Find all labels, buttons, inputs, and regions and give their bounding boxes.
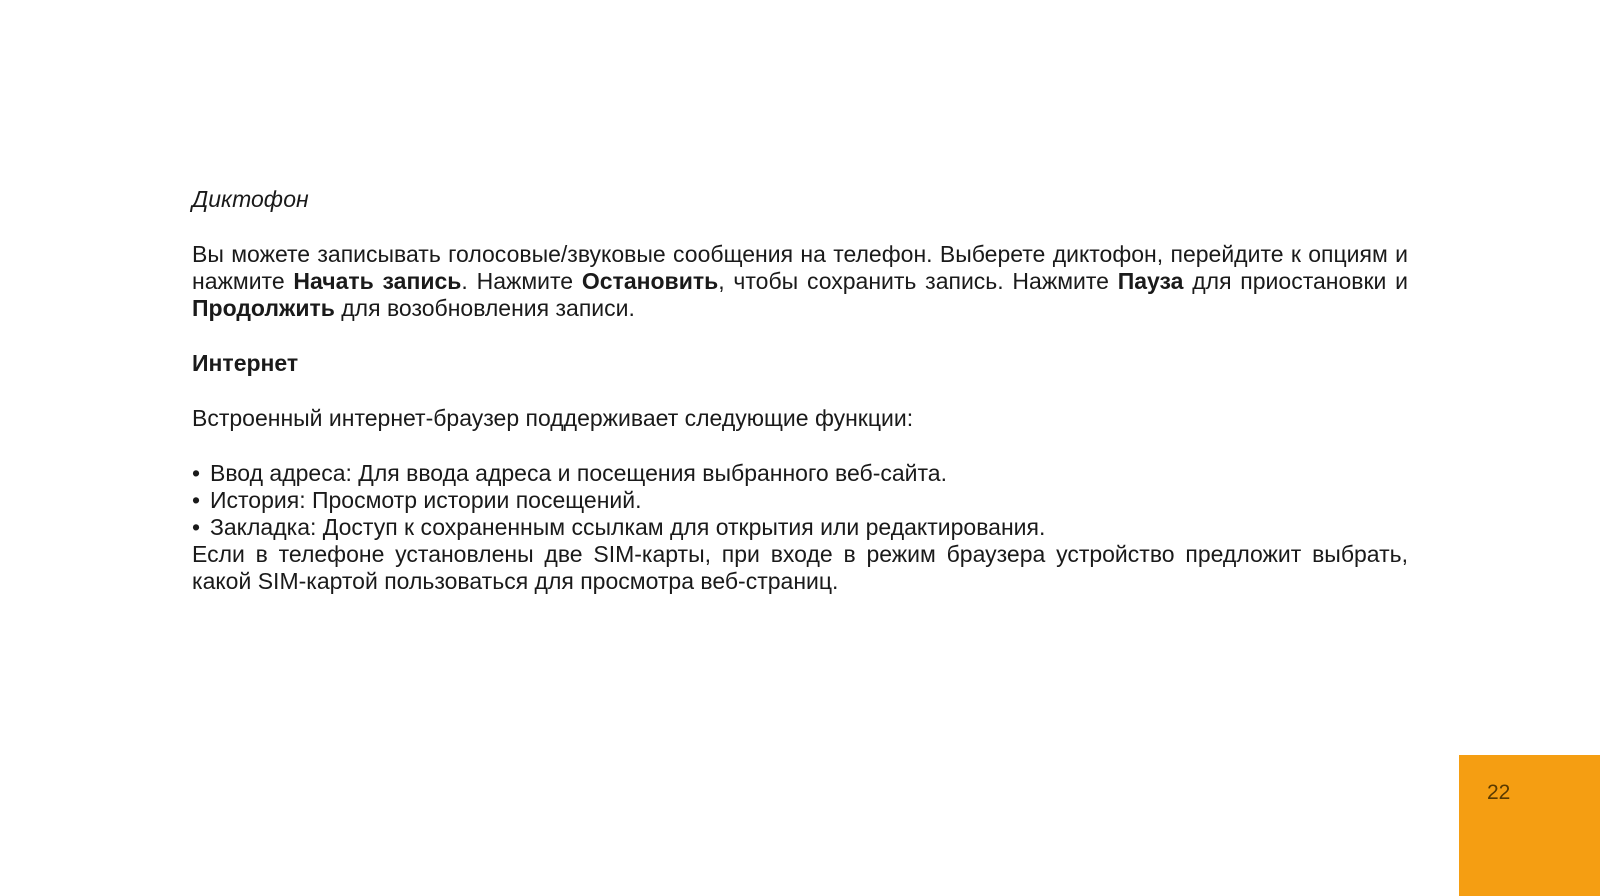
- bullet-icon: •: [192, 514, 201, 540]
- bullet-icon: •: [192, 460, 201, 486]
- internet-feature-list: [192, 460, 1408, 541]
- section-heading-dictaphone: Диктофон: [192, 186, 309, 212]
- dictaphone-text-3: , чтобы сохранить запись. Нажмите: [718, 268, 1118, 294]
- continue-term: Продолжить: [192, 295, 335, 321]
- page-number-box: [1459, 755, 1600, 896]
- bullet-icon: •: [192, 487, 201, 513]
- list-item-text: Ввод адреса: Для ввода адреса и посещения выбранного веб-сайта.: [210, 460, 947, 486]
- dictaphone-text-4: для приостановки и: [1183, 268, 1409, 294]
- stop-term: Остановить: [581, 268, 719, 294]
- internet-intro: Встроенный интернет-браузер поддерживает следующие функции:: [192, 405, 914, 431]
- list-item: [192, 487, 1408, 514]
- section-heading-internet: Интернет: [192, 350, 299, 376]
- list-item-text: Закладка: Доступ к сохраненным ссылкам для открытия или редактирования.: [210, 514, 1046, 540]
- dictaphone-text-2: . Нажмите: [461, 268, 582, 294]
- manual-page-content: [192, 186, 1408, 595]
- dictaphone-paragraph: [192, 241, 1408, 322]
- pause-term: Пауза: [1117, 268, 1184, 294]
- dictaphone-text-1: Вы можете записывать голосовые/звуковые сообщения на телефон. Выберете диктофон, перейдите к опциям и нажмите: [192, 241, 1408, 294]
- start-record-term: Начать запись: [293, 268, 462, 294]
- dictaphone-text-5: для возобновления записи.: [334, 295, 635, 321]
- sim-note-paragraph: Если в телефоне установлены две SIM-карты, при входе в режим браузера устройство предложит выбрать, какой SIM-картой пользоваться для просмотра веб-страниц.: [192, 541, 1408, 594]
- list-item: [192, 460, 1408, 487]
- list-item-text: История: Просмотр истории посещений.: [210, 487, 642, 513]
- page-number: 22: [1487, 781, 1511, 804]
- list-item: [192, 514, 1408, 541]
